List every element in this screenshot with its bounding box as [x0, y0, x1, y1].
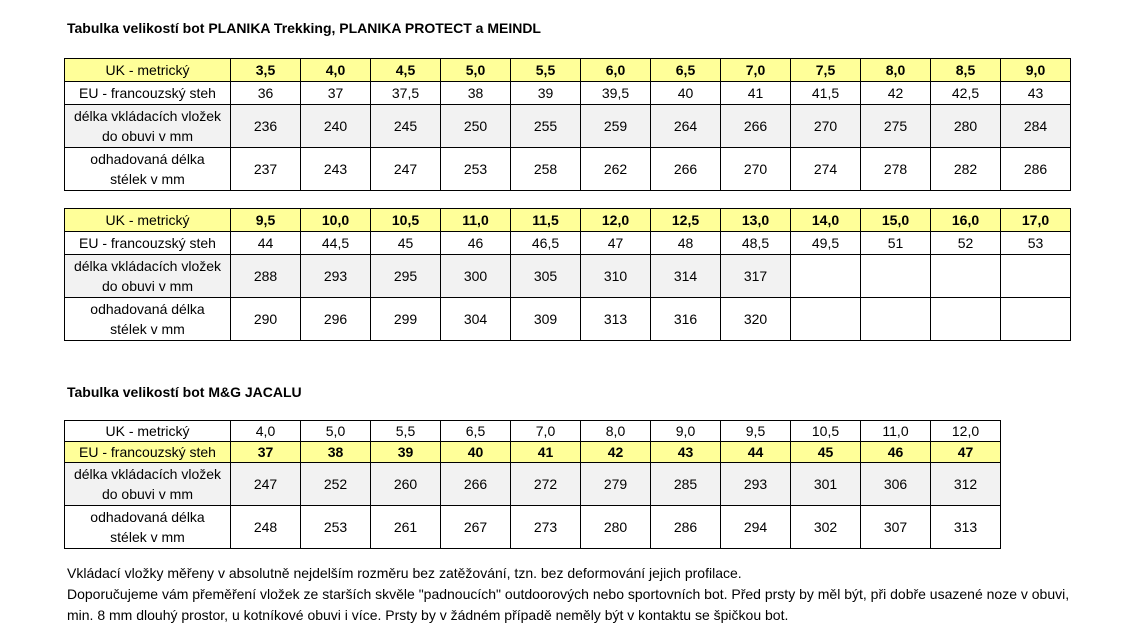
table-cell: 38: [301, 442, 371, 463]
table-cell: 11,0: [441, 209, 511, 232]
table-cell: 36: [231, 82, 301, 105]
table-cell: 320: [721, 298, 791, 341]
row-uk: [65, 421, 1001, 442]
table-cell: 3,5: [231, 59, 301, 82]
table-cell: 266: [651, 148, 721, 191]
row-label-line: stélek v mm: [110, 529, 185, 545]
table-cell: 9,0: [1001, 59, 1071, 82]
table-cell: 7,0: [511, 421, 581, 442]
row-label: [65, 255, 231, 298]
table-cell: 286: [1001, 148, 1071, 191]
table-cell: 44: [231, 232, 301, 255]
row-label-line: do obuvi v mm: [101, 278, 194, 294]
table-cell: [861, 298, 931, 341]
table-cell: 47: [581, 232, 651, 255]
row-label-line: stélek v mm: [110, 321, 185, 337]
table-cell: 270: [721, 148, 791, 191]
table-cell: 44: [721, 442, 791, 463]
table-cell: 316: [651, 298, 721, 341]
table-cell: 250: [441, 105, 511, 148]
table-cell: 272: [511, 463, 581, 506]
table-cell: 274: [791, 148, 861, 191]
table-cell: 40: [651, 82, 721, 105]
table-cell: 45: [371, 232, 441, 255]
table-cell: 4,0: [301, 59, 371, 82]
table-cell: 11,5: [511, 209, 581, 232]
table-cell: 310: [581, 255, 651, 298]
note-line: Doporučujeme vám přeměření vložek ze starších skvěle "padnoucích" outdoorových nebo sportovních bot. Před prsty by měl být, při dobře usazené noze v obuvi,: [67, 586, 1070, 602]
table-cell: 252: [301, 463, 371, 506]
table-cell: 42: [581, 442, 651, 463]
table-cell: 10,5: [791, 421, 861, 442]
table-cell: 10,5: [371, 209, 441, 232]
row-insole-length: [65, 463, 1001, 506]
row-label-line: odhadovaná délka: [90, 151, 205, 167]
table-cell: 266: [721, 105, 791, 148]
table-cell: 11,0: [861, 421, 931, 442]
table-cell: 313: [581, 298, 651, 341]
table-cell: [791, 298, 861, 341]
table-cell: 41: [721, 82, 791, 105]
row-label-line: délka vkládacích vložek: [73, 466, 222, 482]
table-cell: 12,0: [581, 209, 651, 232]
table-cell: 305: [511, 255, 581, 298]
table-cell: 42: [861, 82, 931, 105]
table-cell: 286: [651, 506, 721, 549]
row-label-line: EU - francouzský steh: [79, 444, 216, 460]
row-label-line: do obuvi v mm: [101, 128, 194, 144]
table-cell: 247: [371, 148, 441, 191]
row-label-line: odhadovaná délka: [90, 509, 205, 525]
table-cell: 304: [441, 298, 511, 341]
table-cell: 5,5: [511, 59, 581, 82]
table-cell: 294: [721, 506, 791, 549]
table-cell: [791, 255, 861, 298]
row-label: [65, 148, 231, 191]
size-table-planika-1: [64, 58, 1071, 191]
table-cell: 299: [371, 298, 441, 341]
table-cell: 309: [511, 298, 581, 341]
row-foot-length: [65, 506, 1001, 549]
table-cell: 293: [721, 463, 791, 506]
row-label-line: UK - metrický: [105, 62, 190, 78]
table-cell: 39: [511, 82, 581, 105]
table-title-planika: Tabulka velikostí bot PLANIKA Trekking, PLANIKA PROTECT a MEINDL: [67, 20, 541, 36]
table-cell: 273: [511, 506, 581, 549]
table-cell: 300: [441, 255, 511, 298]
table-cell: 284: [1001, 105, 1071, 148]
table-cell: 236: [231, 105, 301, 148]
table-cell: 275: [861, 105, 931, 148]
row-label: [65, 232, 231, 255]
table-cell: 280: [931, 105, 1001, 148]
table-cell: 313: [931, 506, 1001, 549]
table-cell: 7,5: [791, 59, 861, 82]
size-table-planika-2: [64, 208, 1071, 341]
table-cell: 280: [581, 506, 651, 549]
table-cell: 13,0: [721, 209, 791, 232]
table-cell: 39: [371, 442, 441, 463]
table-cell: 53: [1001, 232, 1071, 255]
table-cell: [931, 255, 1001, 298]
table-cell: 47: [931, 442, 1001, 463]
table-cell: 259: [581, 105, 651, 148]
row-label: [65, 442, 231, 463]
table-cell: 6,5: [651, 59, 721, 82]
table-cell: 317: [721, 255, 791, 298]
table-cell: 240: [301, 105, 371, 148]
table-cell: 237: [231, 148, 301, 191]
table-cell: 49,5: [791, 232, 861, 255]
table-cell: 4,0: [231, 421, 301, 442]
row-eu: [65, 232, 1071, 255]
table-cell: 15,0: [861, 209, 931, 232]
table-cell: 264: [651, 105, 721, 148]
table-cell: 10,0: [301, 209, 371, 232]
table-cell: 302: [791, 506, 861, 549]
table-cell: 8,0: [861, 59, 931, 82]
table-cell: 270: [791, 105, 861, 148]
row-label-line: EU - francouzský steh: [79, 85, 216, 101]
table-cell: 14,0: [791, 209, 861, 232]
table-cell: 255: [511, 105, 581, 148]
row-insole-length: [65, 255, 1071, 298]
notes: [67, 563, 1117, 626]
table-cell: 5,0: [441, 59, 511, 82]
table-cell: [1001, 255, 1071, 298]
table-cell: 253: [441, 148, 511, 191]
table-cell: 279: [581, 463, 651, 506]
table-cell: 9,5: [721, 421, 791, 442]
table-cell: 295: [371, 255, 441, 298]
row-foot-length: [65, 298, 1071, 341]
table-cell: 245: [371, 105, 441, 148]
table-cell: 9,0: [651, 421, 721, 442]
table-cell: 9,5: [231, 209, 301, 232]
table-cell: 12,5: [651, 209, 721, 232]
table-cell: 288: [231, 255, 301, 298]
table-cell: 12,0: [931, 421, 1001, 442]
row-label-line: EU - francouzský steh: [79, 235, 216, 251]
row-label: [65, 209, 231, 232]
row-eu: [65, 442, 1001, 463]
row-label-line: délka vkládacích vložek: [73, 108, 222, 124]
row-uk: [65, 209, 1071, 232]
table-cell: 41,5: [791, 82, 861, 105]
table-cell: 37,5: [371, 82, 441, 105]
table-cell: 247: [231, 463, 301, 506]
table-cell: 290: [231, 298, 301, 341]
table-cell: 52: [931, 232, 1001, 255]
table-cell: [1001, 298, 1071, 341]
table-cell: 262: [581, 148, 651, 191]
row-label-line: odhadovaná délka: [90, 301, 205, 317]
table-cell: 307: [861, 506, 931, 549]
table-cell: 37: [231, 442, 301, 463]
table-cell: 4,5: [371, 59, 441, 82]
table-cell: 248: [231, 506, 301, 549]
table-cell: 38: [441, 82, 511, 105]
table-cell: 46: [861, 442, 931, 463]
table-cell: 260: [371, 463, 441, 506]
row-label: [65, 421, 231, 442]
table-cell: 5,0: [301, 421, 371, 442]
table-cell: 7,0: [721, 59, 791, 82]
table-cell: 39,5: [581, 82, 651, 105]
table-cell: 40: [441, 442, 511, 463]
row-label: [65, 59, 231, 82]
table-cell: 243: [301, 148, 371, 191]
table-cell: 8,5: [931, 59, 1001, 82]
table-cell: 296: [301, 298, 371, 341]
row-label: [65, 463, 231, 506]
table-title-jacalu: Tabulka velikostí bot M&G JACALU: [67, 384, 302, 400]
table-cell: 8,0: [581, 421, 651, 442]
table-cell: 48: [651, 232, 721, 255]
table-cell: 267: [441, 506, 511, 549]
table-cell: 6,0: [581, 59, 651, 82]
row-insole-length: [65, 105, 1071, 148]
table-cell: 261: [371, 506, 441, 549]
table-cell: 282: [931, 148, 1001, 191]
table-cell: 48,5: [721, 232, 791, 255]
row-label: [65, 298, 231, 341]
row-uk: [65, 59, 1071, 82]
table-cell: 266: [441, 463, 511, 506]
table-cell: 45: [791, 442, 861, 463]
table-cell: 306: [861, 463, 931, 506]
note-line: min. 8 mm dlouhý prostor, u kotníkové obuvi i více. Prsty by v žádném případě neměly být v kontaktu se špičkou bot.: [67, 607, 789, 623]
table-cell: 5,5: [371, 421, 441, 442]
row-label-line: stélek v mm: [110, 171, 185, 187]
row-label-line: UK - metrický: [105, 212, 190, 228]
table-cell: 43: [1001, 82, 1071, 105]
table-cell: 278: [861, 148, 931, 191]
table-cell: 285: [651, 463, 721, 506]
table-cell: 253: [301, 506, 371, 549]
row-label: [65, 82, 231, 105]
row-label-line: délka vkládacích vložek: [73, 258, 222, 274]
size-table-jacalu: [64, 420, 1001, 549]
table-cell: [931, 298, 1001, 341]
row-label-line: do obuvi v mm: [101, 486, 194, 502]
row-foot-length: [65, 148, 1071, 191]
table-cell: 293: [301, 255, 371, 298]
row-label: [65, 105, 231, 148]
table-cell: 17,0: [1001, 209, 1071, 232]
table-cell: 44,5: [301, 232, 371, 255]
table-cell: 16,0: [931, 209, 1001, 232]
table-cell: 46: [441, 232, 511, 255]
table-cell: 41: [511, 442, 581, 463]
table-cell: 6,5: [441, 421, 511, 442]
table-cell: [861, 255, 931, 298]
table-cell: 258: [511, 148, 581, 191]
row-label-line: UK - metrický: [105, 423, 190, 439]
note-line: Vkládací vložky měřeny v absolutně nejdelším rozměru bez zatěžování, tzn. bez deformování jejich profilace.: [67, 565, 742, 581]
table-cell: 51: [861, 232, 931, 255]
table-cell: 314: [651, 255, 721, 298]
table-cell: 43: [651, 442, 721, 463]
table-cell: 312: [931, 463, 1001, 506]
table-cell: 42,5: [931, 82, 1001, 105]
table-cell: 301: [791, 463, 861, 506]
table-cell: 46,5: [511, 232, 581, 255]
row-label: [65, 506, 231, 549]
table-cell: 37: [301, 82, 371, 105]
row-eu: [65, 82, 1071, 105]
